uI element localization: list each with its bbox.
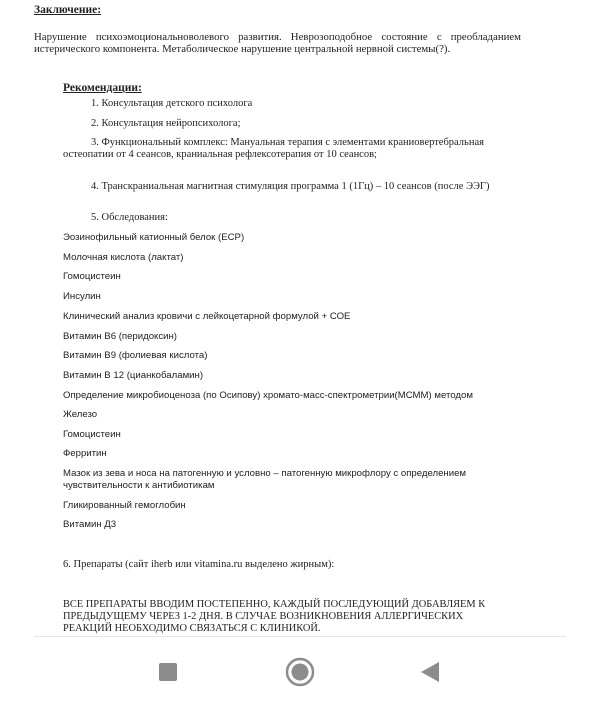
exam-item: Гомоцистеин: [63, 429, 121, 440]
exam-item: Ферритин: [63, 448, 107, 459]
exam-item: Молочная кислота (лактат): [63, 252, 184, 263]
exam-item: Железо: [63, 409, 98, 420]
conclusion-heading: Заключение:: [34, 4, 102, 16]
recommendations-heading: Рекомендации:: [63, 82, 142, 94]
home-button[interactable]: [283, 657, 317, 691]
exam-item: Гликированный гемоглобин: [63, 500, 186, 511]
recommendation-item: 5. Обследования:: [91, 212, 168, 223]
square-icon: [158, 662, 178, 687]
exam-item: Витамин Д3: [63, 519, 117, 530]
exam-item: Витамин В 12 (цианкобаламин): [63, 370, 204, 381]
exam-item: Клинический анализ кровичи с лейкоцетарной формулой + СОЕ: [63, 311, 351, 322]
exam-item: Мазок из зева и носа на патогенную и условно – патогенную микрофлору с определением чувствительности к антибиотикам: [63, 468, 467, 491]
recommendation-item: 4. Транскраниальная магнитная стимуляция программа 1 (1Гц) – 10 сеансов (после ЭЭГ): [91, 181, 490, 192]
exam-item: Эозинофильный катионный белок (ECP): [63, 232, 245, 243]
android-navigation-bar: [0, 640, 600, 708]
triangle-back-icon: [420, 661, 440, 688]
recommendation-item: 3. Функциональный комплекс: Мануальная терапия с элементами краниовертебральная остеопатии от 4 сеансов, краниальная рефлексотерапия от 10 сеансов;: [63, 137, 484, 160]
recents-button[interactable]: [151, 657, 185, 691]
recommendation-item: 2. Консультация нейропсихолога;: [91, 118, 241, 129]
exam-item: Гомоцистеин: [63, 271, 121, 282]
preparations-heading: 6. Препараты (сайт iherb или vitamina.ru выделено жирным):: [63, 559, 335, 570]
circle-home-icon: [285, 657, 315, 692]
conclusion-text: Нарушение психоэмоциональноволевого развития. Неврозоподобное состояние с преобладанием истерического компонента. Метаболическое нарушение центральной нервной системы(?).: [34, 31, 521, 55]
exam-item: Определение микробиоценоза (по Осипову) хромато-масс-спектрометрии(МСММ) методом: [63, 390, 473, 401]
preparations-warning: ВСЕ ПРЕПАРАТЫ ВВОДИМ ПОСТЕПЕННО, КАЖДЫЙ ПОСЛЕДУЮЩИЙ ДОБАВЛЯЕМ К ПРЕДЫДУЩЕМУ ЧЕРЕЗ 1-2 ДНЯ. В СЛУЧАЕ ВОЗНИКНОВЕНИЯ АЛЛЕРГИЧЕСКИХ РЕАКЦИЙ НЕОБХОДИМО СВЯЗАТЬСЯ С КЛИНИКОЙ.: [63, 599, 486, 634]
exam-item: Витамин В6 (перидоксин): [63, 331, 178, 342]
navbar-separator: [34, 636, 566, 637]
exam-item: Инсулин: [63, 291, 101, 302]
back-button[interactable]: [413, 657, 447, 691]
exam-item: Витамин В9 (фолиевая кислота): [63, 350, 208, 361]
recommendation-item: 1. Консультация детского психолога: [91, 98, 253, 109]
